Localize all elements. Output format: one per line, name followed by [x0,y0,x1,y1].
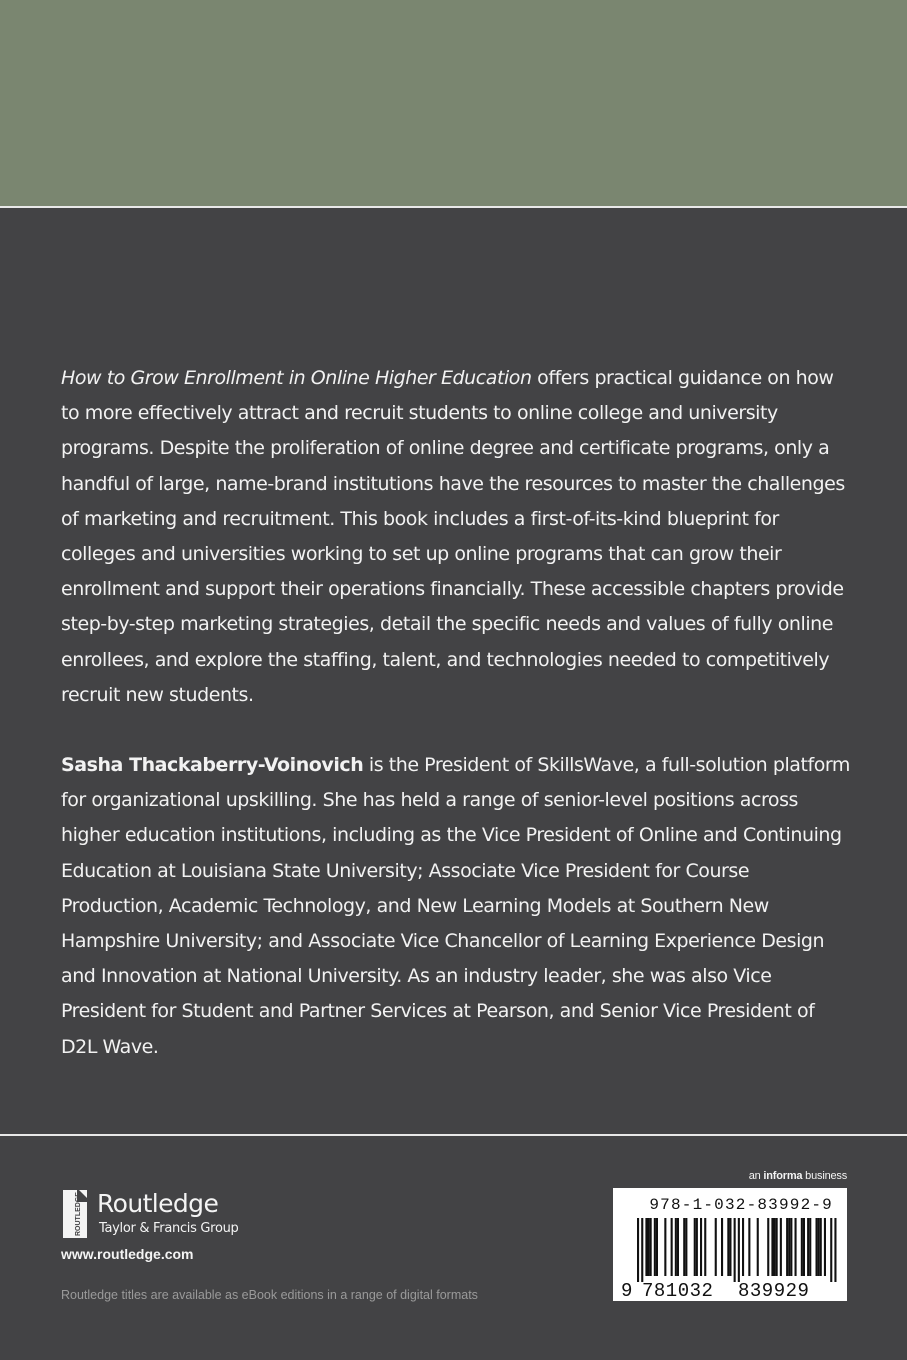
barcode-bar [683,1218,685,1276]
barcode-bar [742,1218,744,1276]
informa-brand: informa [763,1170,803,1182]
barcode-bar [767,1218,769,1276]
top-divider [0,206,907,208]
barcode-bar [816,1218,818,1276]
barcode-bar [795,1218,797,1276]
routledge-logo [61,1188,281,1244]
book-description [61,361,851,713]
barcode-bars [613,1188,847,1301]
barcode-bar [700,1218,702,1276]
barcode-bar [757,1218,759,1276]
barcode-bar [771,1218,773,1276]
routledge-mark-icon [61,1188,89,1240]
barcode-bar [738,1218,740,1282]
barcode-group-2: 839929 [738,1280,810,1301]
barcode-bar [648,1218,650,1276]
barcode-bar [729,1218,731,1276]
barcode-bar [830,1218,832,1282]
barcode-bar [677,1218,679,1276]
barcode-bar [671,1218,673,1276]
barcode-bar [748,1218,750,1276]
barcode-bar [774,1218,776,1276]
barcode-bar [721,1218,723,1276]
author-bio [61,748,851,1065]
barcode-bar [704,1218,706,1276]
cover-top-band [0,0,907,206]
publisher-name: Routledge [97,1189,219,1218]
isbn-number: 978-1-032-83992-9 [649,1196,833,1214]
informa-suffix: business [802,1170,847,1182]
barcode-bar [694,1218,696,1276]
barcode-bar [834,1218,836,1282]
barcode-bar [696,1218,698,1276]
barcode-bar [675,1218,677,1276]
publisher-group: Taylor & Francis Group [99,1221,239,1236]
publisher-website[interactable]: www.routledge.com [61,1246,194,1262]
barcode-group-1: 781032 [642,1280,714,1301]
isbn-barcode [613,1188,847,1301]
barcode-bar [790,1218,792,1276]
barcode-bar [801,1218,803,1276]
barcode-bar [807,1218,809,1276]
barcode-bar [656,1218,658,1276]
barcode-bar [650,1218,652,1276]
barcode-bar [641,1218,643,1282]
barcode-bar [780,1218,782,1276]
barcode-bar [664,1218,666,1276]
routledge-mark-text: ROUTLEDGE [75,1192,82,1236]
barcode-bar [654,1218,656,1276]
barcode-bar [637,1218,639,1282]
barcode-bar [788,1218,790,1276]
barcode-bar [803,1218,805,1276]
barcode-bar [645,1218,647,1276]
book-title: How to Grow Enrollment in Online Higher Education [61,367,532,389]
author-name: Sasha Thackaberry-Voinovich [61,754,364,777]
barcode-bar [734,1218,736,1282]
bottom-divider [0,1134,907,1136]
barcode-bar [786,1218,788,1276]
barcode-bar [820,1218,822,1276]
barcode-bar [809,1218,811,1276]
barcode-bar [727,1218,729,1276]
description-text: offers practical guidance on how to more effectively attract and recruit students to online college and university programs. Despite the proliferation of online degree and certificate programs, only a handful of large, name-brand institutions have the resources to master the challenges of marketing and recruitment. This book includes a first-of-its-kind blueprint for colleges and universities working to set up online programs that can grow their enrollment and support their operations financially. These accessible chapters provide step-by-step marketing strategies, detail the specific needs and values of fully online enrollees, and explore the staffing, talent, and technologies needed to competitively recruit new students. [61,367,845,706]
barcode-bar [776,1218,778,1276]
ebook-note: Routledge titles are available as eBook editions in a range of digital formats [61,1288,478,1302]
barcode-bar [818,1218,820,1276]
informa-tagline [700,1170,847,1182]
informa-prefix: an [748,1170,764,1182]
author-bio-text: is the President of SkillsWave, a full-solution platform for organizational upskilling. She has held a range of senior-level positions across higher education institutions, including as the Vice President of Online and Continuing Education at Louisiana State University; Associate Vice President for Course Production, Academic Technology, and New Learning Models at Southern New Hampshire University; and Associate Vice Chancellor of Learning Experience Design and Innovation at National University. As an industry leader, she was also Vice President for Student and Partner Services at Pearson, and Senior Vice President of D2L Wave. [61,754,850,1058]
barcode-lead-digit: 9 [621,1280,633,1301]
barcode-bar [715,1218,717,1276]
back-cover-text [61,361,851,1065]
barcode-bar [824,1218,826,1276]
barcode-bar [685,1218,687,1276]
